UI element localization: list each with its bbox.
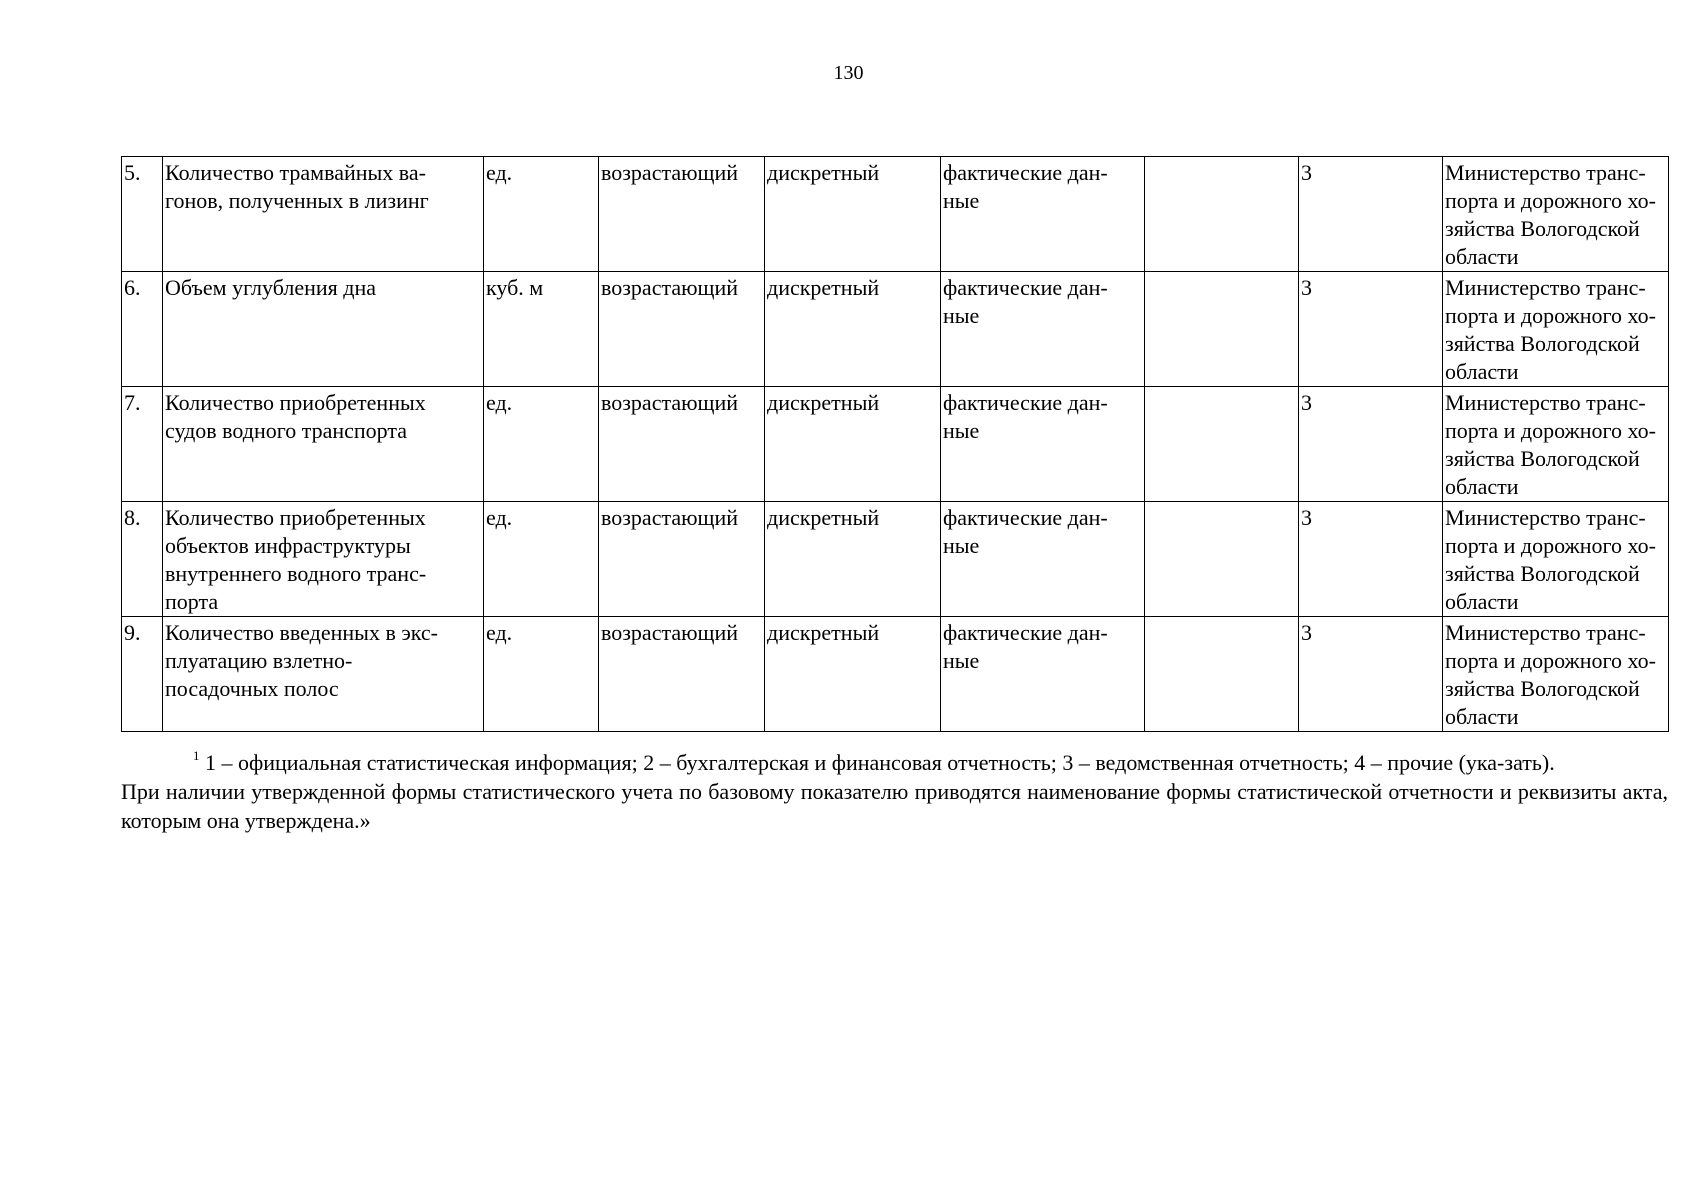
indicator-type: дискретный [765, 272, 941, 387]
unit-of-measure: ед. [484, 387, 599, 502]
data-source: фактические дан- ные [941, 157, 1145, 272]
footnote-text: 1 – официальная статистическая информация; 2 – бухгалтерская и финансовая отчетность; 3 – ведомственная отчетность; 4 – прочие (ука-зать). [199, 750, 1555, 775]
indicator-type: дискретный [765, 617, 941, 732]
empty-cell [1145, 502, 1299, 617]
row-number: 5. [122, 157, 163, 272]
table-row [122, 387, 1669, 502]
source-code: 3 [1299, 502, 1443, 617]
footnote-line-1 [121, 748, 1668, 777]
source-code: 3 [1299, 272, 1443, 387]
source-code: 3 [1299, 387, 1443, 502]
row-number: 6. [122, 272, 163, 387]
responsible-body: Министерство транс- порта и дорожного хо- зяйства Вологодской области [1443, 157, 1669, 272]
data-source: фактические дан- ные [941, 272, 1145, 387]
indicator-name: Количество приобретенных судов водного транспорта [163, 387, 484, 502]
unit-of-measure: куб. м [484, 272, 599, 387]
trend-direction: возрастающий [599, 157, 765, 272]
data-source: фактические дан- ные [941, 387, 1145, 502]
indicator-name: Количество трамвайных ва- гонов, полученных в лизинг [163, 157, 484, 272]
trend-direction: возрастающий [599, 617, 765, 732]
trend-direction: возрастающий [599, 272, 765, 387]
trend-direction: возрастающий [599, 387, 765, 502]
row-number: 7. [122, 387, 163, 502]
responsible-body: Министерство транс- порта и дорожного хо- зяйства Вологодской области [1443, 502, 1669, 617]
indicator-name: Объем углубления дна [163, 272, 484, 387]
trend-direction: возрастающий [599, 502, 765, 617]
table-row [122, 617, 1669, 732]
indicator-type: дискретный [765, 502, 941, 617]
unit-of-measure: ед. [484, 502, 599, 617]
footnote-marker: 1 [193, 748, 200, 763]
table-row [122, 157, 1669, 272]
indicator-name: Количество введенных в экс- плуатацию взлетно- посадочных полос [163, 617, 484, 732]
footnote-line-2: При наличии утвержденной формы статистического учета по базовому показателю приводятся наименование формы статистической отчетности и реквизиты акта, которым она утверждена.» [121, 779, 1668, 833]
responsible-body: Министерство транс- порта и дорожного хо- зяйства Вологодской области [1443, 387, 1669, 502]
data-source: фактические дан- ные [941, 617, 1145, 732]
responsible-body: Министерство транс- порта и дорожного хо- зяйства Вологодской области [1443, 617, 1669, 732]
table-row [122, 502, 1669, 617]
empty-cell [1145, 157, 1299, 272]
empty-cell [1145, 387, 1299, 502]
indicator-type: дискретный [765, 157, 941, 272]
indicator-name: Количество приобретенных объектов инфраструктуры внутреннего водного транс- порта [163, 502, 484, 617]
data-source: фактические дан- ные [941, 502, 1145, 617]
source-code: 3 [1299, 617, 1443, 732]
indicators-table [121, 156, 1669, 732]
table-body [122, 157, 1669, 732]
row-number: 8. [122, 502, 163, 617]
footnote [121, 748, 1668, 835]
empty-cell [1145, 617, 1299, 732]
empty-cell [1145, 272, 1299, 387]
unit-of-measure: ед. [484, 617, 599, 732]
unit-of-measure: ед. [484, 157, 599, 272]
row-number: 9. [122, 617, 163, 732]
table-row [122, 272, 1669, 387]
responsible-body: Министерство транс- порта и дорожного хо- зяйства Вологодской области [1443, 272, 1669, 387]
source-code: 3 [1299, 157, 1443, 272]
indicator-type: дискретный [765, 387, 941, 502]
page-number: 130 [833, 62, 864, 84]
